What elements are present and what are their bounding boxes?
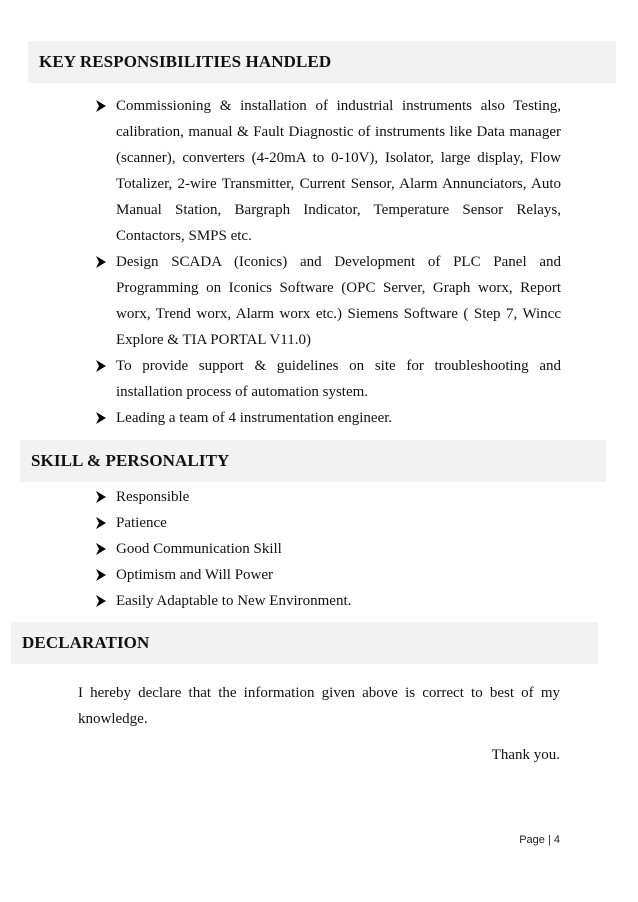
- declaration-text: I hereby declare that the information given above is correct to best of my knowledge.: [78, 685, 560, 727]
- list-item-text: Commissioning & installation of industrial instruments also Testing, calibration, manual & Fault Diagnostic of instruments like Data manager (scanner), converters (4-20mA to 0-10V), Isolator, large display, Flow Totalizer, 2-wire Transmitter, Current Sensor, Alarm Annunciators, Auto Manual Station, Bargraph Indicator, Temperature Sensor Relays, Contactors, SMPS etc.: [116, 98, 561, 244]
- list-item: [95, 484, 561, 510]
- list-item-text: Easily Adaptable to New Environment.: [116, 593, 352, 609]
- page-number: Page | 4: [519, 834, 560, 846]
- arrow-bullet-icon: [95, 93, 111, 119]
- list-item: [95, 93, 561, 249]
- section-heading-text: DECLARATION: [22, 633, 150, 652]
- section-heading-declaration: [11, 622, 598, 664]
- list-item: [95, 510, 561, 536]
- list-item: [95, 536, 561, 562]
- section-heading-key-responsibilities: [28, 41, 616, 83]
- list-item: [95, 405, 561, 431]
- list-item-text: Leading a team of 4 instrumentation engineer.: [116, 410, 393, 426]
- arrow-bullet-icon: [95, 353, 111, 379]
- skill-personality-list: [95, 484, 561, 614]
- list-item-text: Responsible: [116, 489, 190, 505]
- arrow-bullet-icon: [95, 484, 111, 510]
- key-responsibilities-list: [95, 93, 561, 431]
- list-item-text: Design SCADA (Iconics) and Development of PLC Panel and Programming on Iconics Software (OPC Server, Graph worx, Report worx, Trend worx, Alarm worx etc.) Siemens Software ( Step 7, Wincc Explore & TIA PORTAL V11.0): [116, 254, 561, 348]
- list-item: [95, 249, 561, 353]
- list-item-text: Patience: [116, 515, 167, 531]
- list-item-text: Good Communication Skill: [116, 541, 282, 557]
- list-item: [95, 353, 561, 405]
- section-heading-text: KEY RESPONSIBILITIES HANDLED: [39, 52, 332, 71]
- closing-text: Thank you.: [491, 747, 560, 763]
- list-item: [95, 562, 561, 588]
- section-heading-text: SKILL & PERSONALITY: [31, 451, 230, 470]
- arrow-bullet-icon: [95, 562, 111, 588]
- section-heading-skill-personality: [20, 440, 606, 482]
- arrow-bullet-icon: [95, 510, 111, 536]
- arrow-bullet-icon: [95, 588, 111, 614]
- list-item-text: Optimism and Will Power: [116, 567, 274, 583]
- list-item-text: To provide support & guidelines on site for troubleshooting and installation process of automation system.: [116, 358, 561, 400]
- arrow-bullet-icon: [95, 536, 111, 562]
- arrow-bullet-icon: [95, 249, 111, 275]
- list-item: [95, 588, 561, 614]
- arrow-bullet-icon: [95, 405, 111, 431]
